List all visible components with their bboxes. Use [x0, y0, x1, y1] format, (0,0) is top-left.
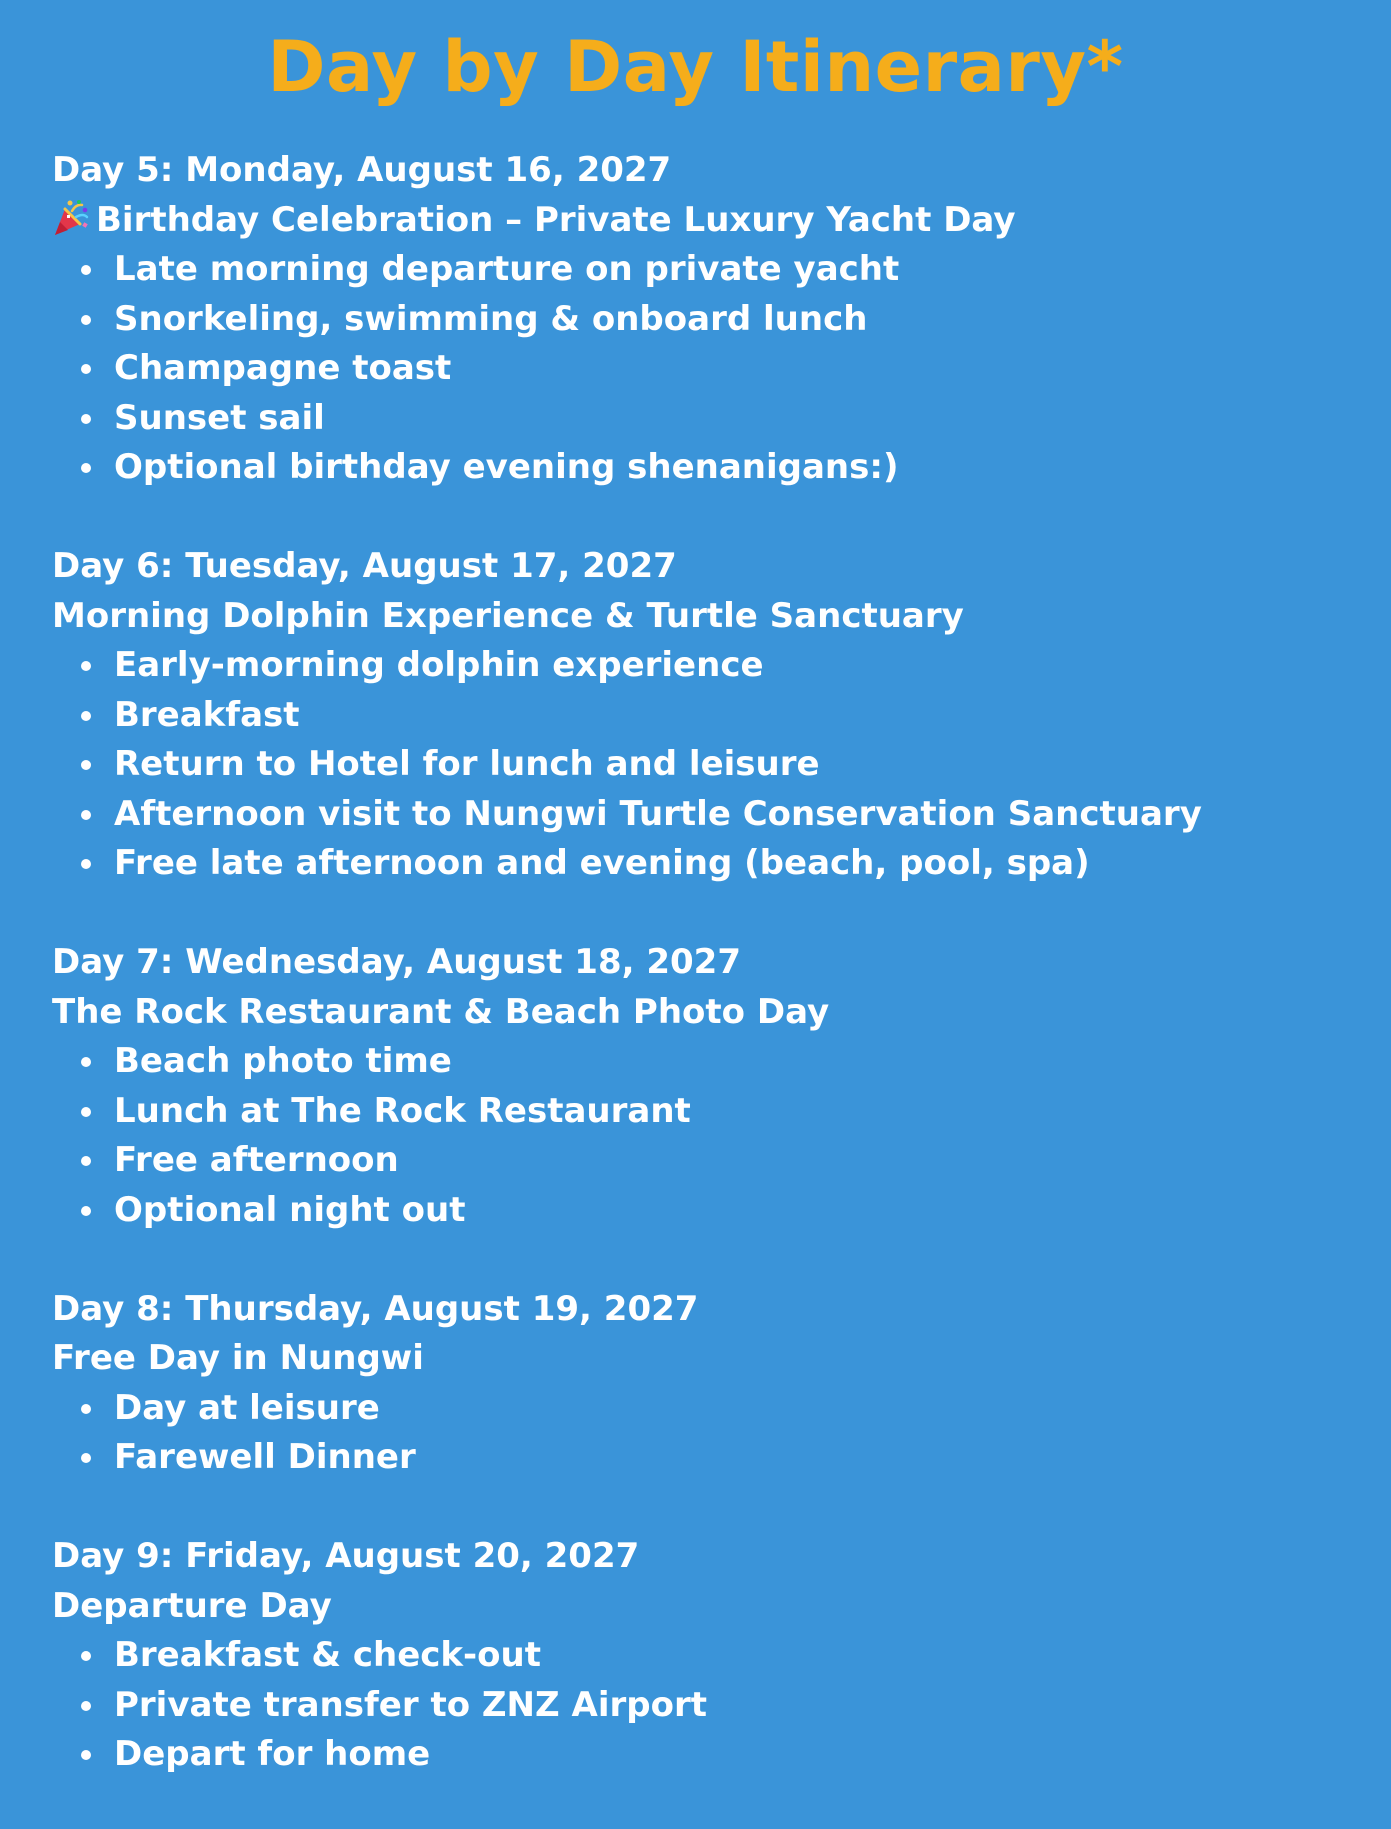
list-item [114, 691, 1352, 741]
activity-text: Breakfast [114, 694, 300, 735]
list-item [114, 1681, 1352, 1731]
day-8-section [52, 1285, 1352, 1483]
list-item [114, 1136, 1352, 1186]
list-item [114, 295, 1352, 345]
day-header: Day 5: Monday, August 16, 2027 [52, 150, 672, 190]
activity-text: Depart for home [114, 1734, 431, 1774]
party-popper-icon [52, 199, 90, 237]
day-subtitle: Morning Dolphin Experience & Turtle Sanctuary [52, 595, 964, 636]
activity-text: Return to Hotel for lunch and leisure [114, 744, 820, 784]
itinerary-content [52, 146, 1352, 1829]
list-item [114, 1384, 1352, 1434]
bullet-icon [81, 1701, 91, 1711]
day-9-section [52, 1532, 1352, 1780]
activity-text: Day at leisure [114, 1387, 380, 1428]
activity-text: Private transfer to ZNZ Airport [114, 1684, 707, 1725]
activity-list [52, 1631, 1352, 1780]
day-header: Day 7: Wednesday, August 18, 2027 [52, 942, 741, 982]
day-header: Day 9: Friday, August 20, 2027 [52, 1536, 640, 1576]
activity-text: Lunch at The Rock Restaurant [114, 1090, 691, 1131]
day-header: Day 6: Tuesday, August 17, 2027 [52, 546, 677, 586]
bullet-icon [81, 1651, 91, 1661]
activity-list [52, 245, 1352, 493]
list-item [114, 740, 1352, 790]
activity-text: Champagne toast [114, 348, 452, 388]
day-7-section [52, 938, 1352, 1235]
bullet-icon [81, 859, 91, 869]
bullet-icon [81, 1156, 91, 1166]
activity-text: Afternoon visit to Nungwi Turtle Conservation Sanctuary [114, 793, 1202, 834]
list-item [114, 443, 1352, 493]
list-item [114, 1186, 1352, 1236]
bullet-icon [81, 463, 91, 473]
activity-list [52, 1384, 1352, 1483]
activity-text: Free late afternoon and evening (beach, pool, spa) [114, 843, 1090, 883]
list-item [114, 1037, 1352, 1087]
list-item [114, 245, 1352, 295]
page-title: Day by Day Itinerary* [267, 26, 1124, 108]
day-subtitle: Departure Day [52, 1585, 332, 1626]
day-5-section [52, 146, 1352, 493]
activity-text: Late morning departure on private yacht [114, 249, 900, 289]
list-item [114, 641, 1352, 691]
bullet-icon [81, 810, 91, 820]
bullet-icon [81, 760, 91, 770]
bullet-icon [81, 1750, 91, 1760]
bullet-icon [81, 1107, 91, 1117]
list-item [114, 1631, 1352, 1681]
activity-list [52, 1037, 1352, 1235]
bullet-icon [81, 1206, 91, 1216]
day-header: Day 8: Thursday, August 19, 2027 [52, 1288, 699, 1329]
activity-text: Beach photo time [114, 1041, 452, 1081]
day-subtitle: The Rock Restaurant & Beach Photo Day [52, 991, 830, 1032]
bullet-icon [81, 1404, 91, 1414]
day-subtitle [52, 196, 1352, 246]
activity-list [52, 641, 1352, 889]
list-item [114, 394, 1352, 444]
day-6-section [52, 542, 1352, 889]
list-item [114, 1087, 1352, 1137]
list-item [114, 839, 1352, 889]
day-subtitle-text: Birthday Celebration – Private Luxury Yacht Day [96, 199, 1016, 240]
bullet-icon [81, 414, 91, 424]
activity-text: Sunset sail [114, 397, 325, 438]
list-item [114, 1433, 1352, 1483]
activity-text: Optional birthday evening shenanigans:) [114, 447, 899, 487]
activity-text: Breakfast & check-out [114, 1635, 541, 1675]
bullet-icon [81, 315, 91, 325]
activity-text: Farewell Dinner [114, 1437, 416, 1477]
bullet-icon [81, 661, 91, 671]
list-item [114, 344, 1352, 394]
list-item [114, 790, 1352, 840]
activity-text: Early-morning dolphin experience [114, 645, 764, 685]
list-item [114, 1730, 1352, 1780]
bullet-icon [81, 1057, 91, 1067]
activity-text: Optional night out [114, 1189, 466, 1230]
activity-text: Snorkeling, swimming & onboard lunch [114, 298, 868, 339]
bullet-icon [81, 265, 91, 275]
day-subtitle: Free Day in Nungwi [52, 1338, 424, 1378]
bullet-icon [81, 711, 91, 721]
bullet-icon [81, 1453, 91, 1463]
bullet-icon [81, 364, 91, 374]
activity-text: Free afternoon [114, 1140, 399, 1180]
